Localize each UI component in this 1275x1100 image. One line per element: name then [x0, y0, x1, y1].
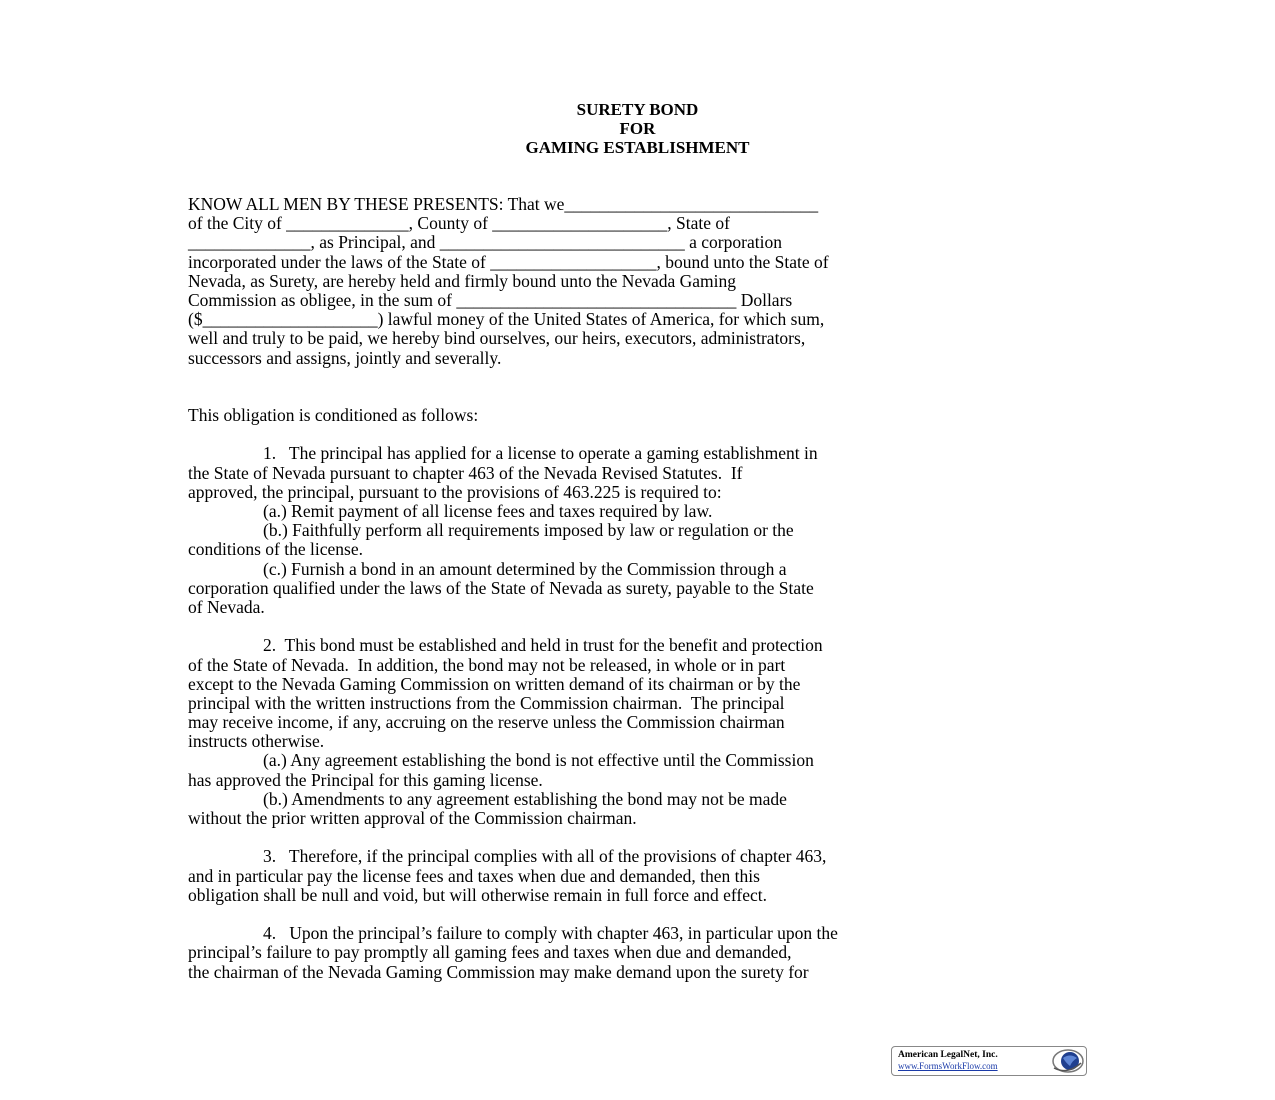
preamble-line: ($____________________) lawful money of the United States of America, for which sum, [188, 309, 825, 330]
paragraph-line: 2. This bond must be established and held in trust for the benefit and protection [263, 635, 823, 656]
paragraph-line: (a.) Any agreement establishing the bond is not effective until the Commission [263, 750, 814, 771]
publisher-badge [891, 1046, 1087, 1076]
paragraph-line: (a.) Remit payment of all license fees and taxes required by law. [263, 501, 713, 522]
paragraph-line: of Nevada. [188, 596, 265, 617]
preamble-line: well and truly to be paid, we hereby bind ourselves, our heirs, executors, administrators, [188, 328, 806, 349]
paragraph-line: (b.) Faithfully perform all requirements imposed by law or regulation or the [263, 520, 794, 541]
paragraph-line: 1. The principal has applied for a license to operate a gaming establishment in [263, 443, 818, 464]
paragraph-2 [188, 636, 1093, 828]
title-line-3: GAMING ESTABLISHMENT [525, 138, 750, 157]
paragraph-line: the chairman of the Nevada Gaming Commission may make demand upon the surety for [188, 961, 809, 982]
preamble-line: Nevada, as Surety, are hereby held and firmly bound unto the Nevada Gaming [188, 270, 736, 291]
paragraph-line: (c.) Furnish a bond in an amount determined by the Commission through a [263, 558, 787, 579]
paragraph-line: instructs otherwise. [188, 731, 325, 752]
paragraph-line: 4. Upon the principal’s failure to comply with chapter 463, in particular upon the [263, 923, 838, 944]
paragraph-1 [188, 444, 1093, 617]
preamble-line: ______________, as Principal, and ____________________________ a corporation [188, 232, 782, 253]
preamble-line: incorporated under the laws of the State of ___________________, bound unto the State of [188, 251, 829, 272]
publisher-name: American LegalNet, Inc. [898, 1050, 998, 1060]
globe-logo-icon [1048, 1048, 1084, 1074]
paragraph-4 [188, 924, 1093, 982]
paragraph-3 [188, 847, 1093, 905]
paragraph-line: of the State of Nevada. In addition, the bond may not be released, in whole or in part [188, 654, 786, 675]
paragraph-line: has approved the Principal for this gaming license. [188, 769, 543, 790]
paragraph-line: approved, the principal, pursuant to the provisions of 463.225 is required to: [188, 481, 722, 502]
document-title [0, 100, 1275, 157]
preamble-line: Commission as obligee, in the sum of ________________________________ Dollars [188, 289, 793, 310]
publisher-link[interactable]: www.FormsWorkFlow.com [898, 1061, 998, 1071]
paragraph-line: principal with the written instructions from the Commission chairman. The principal [188, 692, 785, 713]
paragraph-line: (b.) Amendments to any agreement establishing the bond may not be made [263, 788, 787, 809]
condition-intro: This obligation is conditioned as follows: [188, 405, 479, 426]
paragraph-line: conditions of the license. [188, 539, 363, 560]
title-line-2: FOR [619, 119, 656, 138]
preamble-paragraph [188, 195, 1093, 368]
title-line-1: SURETY BOND [576, 100, 699, 119]
preamble-line: KNOW ALL MEN BY THESE PRESENTS: That we_____________________________ [188, 194, 819, 214]
paragraph-line: without the prior written approval of the Commission chairman. [188, 808, 637, 829]
paragraph-line: and in particular pay the license fees and taxes when due and demanded, then this [188, 865, 760, 886]
paragraph-line: corporation qualified under the laws of the State of Nevada as surety, payable to the State [188, 577, 814, 598]
document-body [188, 195, 1093, 982]
preamble-line: of the City of ______________, County of ____________________, State of [188, 213, 730, 234]
paragraph-line: obligation shall be null and void, but will otherwise remain in full force and effect. [188, 884, 767, 905]
paragraph-line: the State of Nevada pursuant to chapter 463 of the Nevada Revised Statutes. If [188, 462, 743, 483]
paragraph-line: 3. Therefore, if the principal complies with all of the provisions of chapter 463, [263, 846, 827, 867]
paragraph-line: except to the Nevada Gaming Commission on written demand of its chairman or by the [188, 673, 801, 694]
paragraph-line: principal’s failure to pay promptly all gaming fees and taxes when due and demanded, [188, 942, 792, 963]
paragraph-line: may receive income, if any, accruing on the reserve unless the Commission chairman [188, 712, 785, 733]
preamble-line: successors and assigns, jointly and severally. [188, 347, 502, 368]
